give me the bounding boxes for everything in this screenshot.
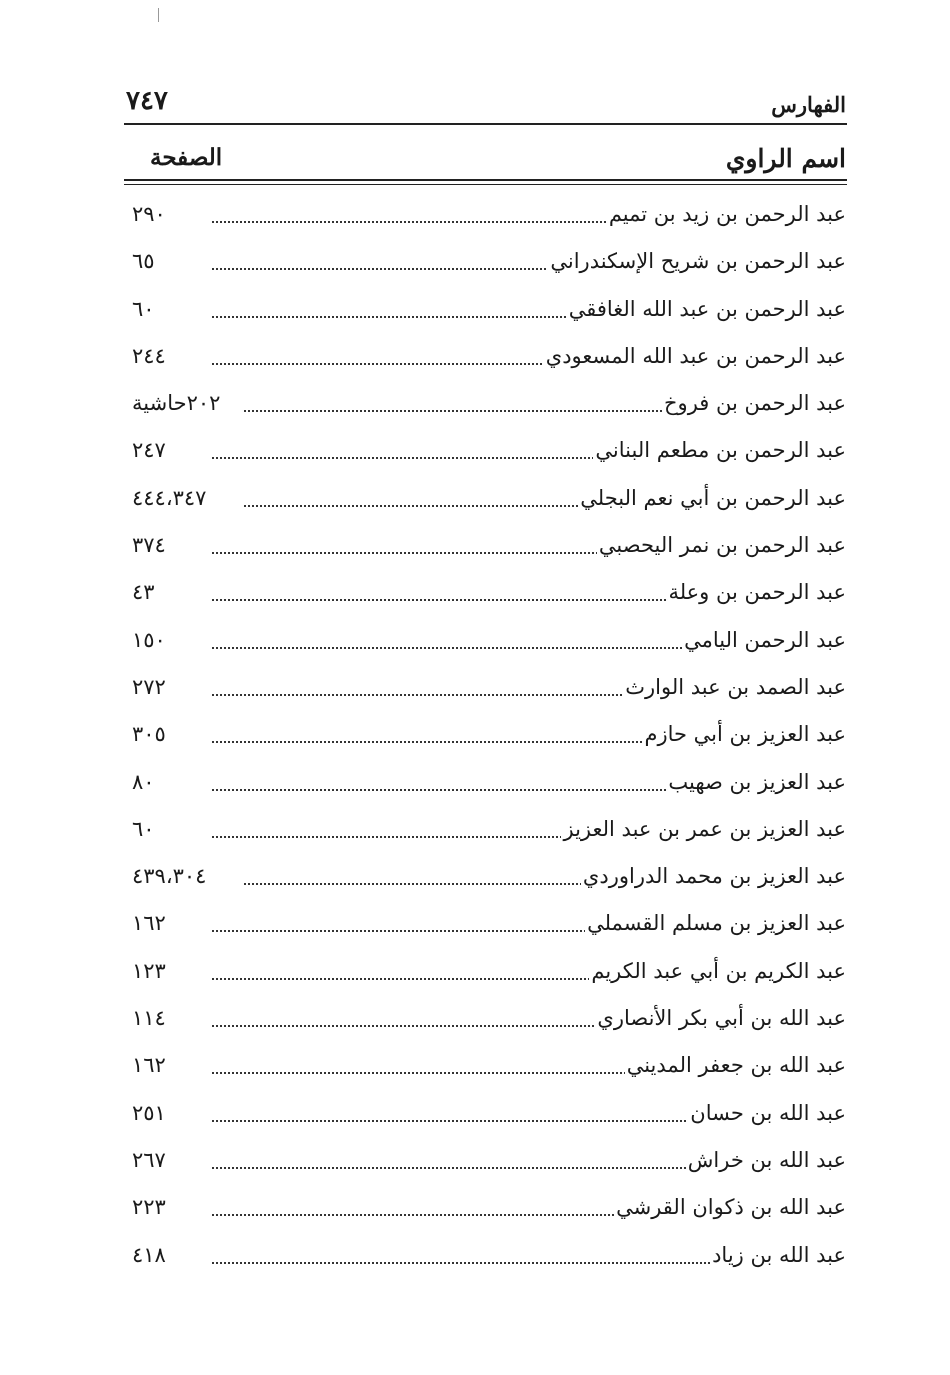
page-reference: ٦٠	[132, 817, 159, 841]
page-reference: ١٦٢	[132, 911, 170, 935]
page-reference: ٦٥	[132, 249, 159, 273]
narrator-name: عبد الرحمن بن شريح الإسكندراني	[550, 249, 846, 274]
narrator-name: عبد الرحمن بن مطعم البناني	[595, 438, 846, 463]
page-reference: ٢٧٢	[132, 675, 170, 699]
page-reference: ٤٣	[132, 580, 159, 604]
narrator-name: عبد العزيز بن صهيب	[668, 769, 846, 794]
page-reference: ٢٠٢حاشية	[132, 391, 224, 415]
page-reference: ٣٧٤	[132, 533, 170, 557]
page-reference: ٢٥١	[132, 1101, 170, 1125]
index-entry	[124, 1000, 846, 1047]
index-entry	[124, 669, 846, 716]
index-entry	[124, 243, 846, 290]
page-reference: ٤٣٩،٣٠٤	[132, 864, 210, 888]
narrator-name: عبد الكريم بن أبي عبد الكريم	[591, 958, 846, 983]
index-entry	[124, 527, 846, 574]
index-entry	[124, 622, 846, 669]
page-number: ٧٤٧	[126, 86, 168, 116]
index-entry	[124, 1189, 846, 1236]
index-entry	[124, 858, 846, 905]
page-reference: ١٢٣	[132, 959, 170, 983]
section-title: الفهارس	[771, 92, 846, 117]
narrator-name: عبد العزيز بن عمر بن عبد العزيز	[563, 816, 846, 841]
narrator-name: عبد الرحمن بن وعلة	[668, 580, 846, 605]
running-header	[124, 84, 846, 124]
narrator-name: عبد العزيز بن محمد الدراوردي	[582, 864, 846, 889]
scan-speck	[158, 8, 159, 22]
index-entry	[124, 196, 846, 243]
index-entry	[124, 764, 846, 811]
page-reference: ٣٠٥	[132, 722, 170, 746]
page-reference: ٨٠	[132, 770, 159, 794]
page-reference: ٦٠	[132, 297, 159, 321]
column-headers	[124, 142, 846, 184]
index-entry	[124, 480, 846, 527]
page-reference: ١٦٢	[132, 1053, 170, 1077]
narrator-name: عبد الله بن حسان	[690, 1100, 846, 1125]
narrator-name: عبد العزيز بن أبي حازم	[644, 722, 846, 747]
page-reference: ٢٦٧	[132, 1148, 170, 1172]
narrator-name: عبد الصمد بن عبد الوارث	[625, 674, 846, 699]
index-entries	[124, 196, 846, 1284]
narrator-name-column-header: اسم الراوي	[725, 144, 846, 173]
narrator-name: عبد الرحمن بن عبد الله المسعودي	[545, 343, 846, 368]
index-entry	[124, 716, 846, 763]
page-reference: ٢٤٧	[132, 438, 170, 462]
page-reference: ٤٤٤،٣٤٧	[132, 486, 210, 510]
page-reference: ١١٤	[132, 1006, 170, 1030]
narrator-name: عبد الله بن زياد	[712, 1242, 846, 1267]
narrator-name: عبد الله بن ذكوان القرشي	[616, 1195, 846, 1220]
index-entry	[124, 811, 846, 858]
narrator-name: عبد الله بن جعفر المديني	[626, 1053, 846, 1078]
narrator-name: عبد الرحمن بن زيد بن تميم	[608, 202, 846, 226]
index-entry	[124, 432, 846, 479]
page-reference: ٢٩٠	[132, 202, 170, 226]
narrator-name: عبد الله بن أبي بكر الأنصاري	[597, 1006, 846, 1031]
narrator-name: عبد الله بن خراش	[687, 1147, 846, 1172]
page-reference: ٢٢٣	[132, 1195, 170, 1219]
index-entry	[124, 291, 846, 338]
narrator-name: عبد الرحمن اليامي	[684, 627, 846, 652]
index-entry	[124, 1047, 846, 1094]
column-header-double-rule	[124, 179, 847, 185]
page-reference: ٤١٨	[132, 1243, 170, 1267]
index-entry	[124, 953, 846, 1000]
narrator-name: عبد الرحمن بن فروخ	[664, 391, 846, 416]
index-entry	[124, 905, 846, 952]
narrator-name: عبد الرحمن بن نمر اليحصبي	[598, 533, 846, 558]
narrator-name: عبد العزيز بن مسلم القسملي	[587, 911, 846, 936]
index-entry	[124, 1237, 846, 1284]
page-column-header: الصفحة	[150, 144, 223, 171]
page-reference: ٢٤٤	[132, 344, 170, 368]
index-entry	[124, 1095, 846, 1142]
index-entry	[124, 385, 846, 432]
narrator-name: عبد الرحمن بن أبي نعم البجلي	[580, 485, 846, 510]
narrator-name: عبد الرحمن بن عبد الله الغافقي	[568, 296, 846, 321]
index-entry	[124, 574, 846, 621]
page-reference: ١٥٠	[132, 628, 170, 652]
index-entry	[124, 1142, 846, 1189]
index-entry	[124, 338, 846, 385]
header-rule	[124, 123, 847, 125]
